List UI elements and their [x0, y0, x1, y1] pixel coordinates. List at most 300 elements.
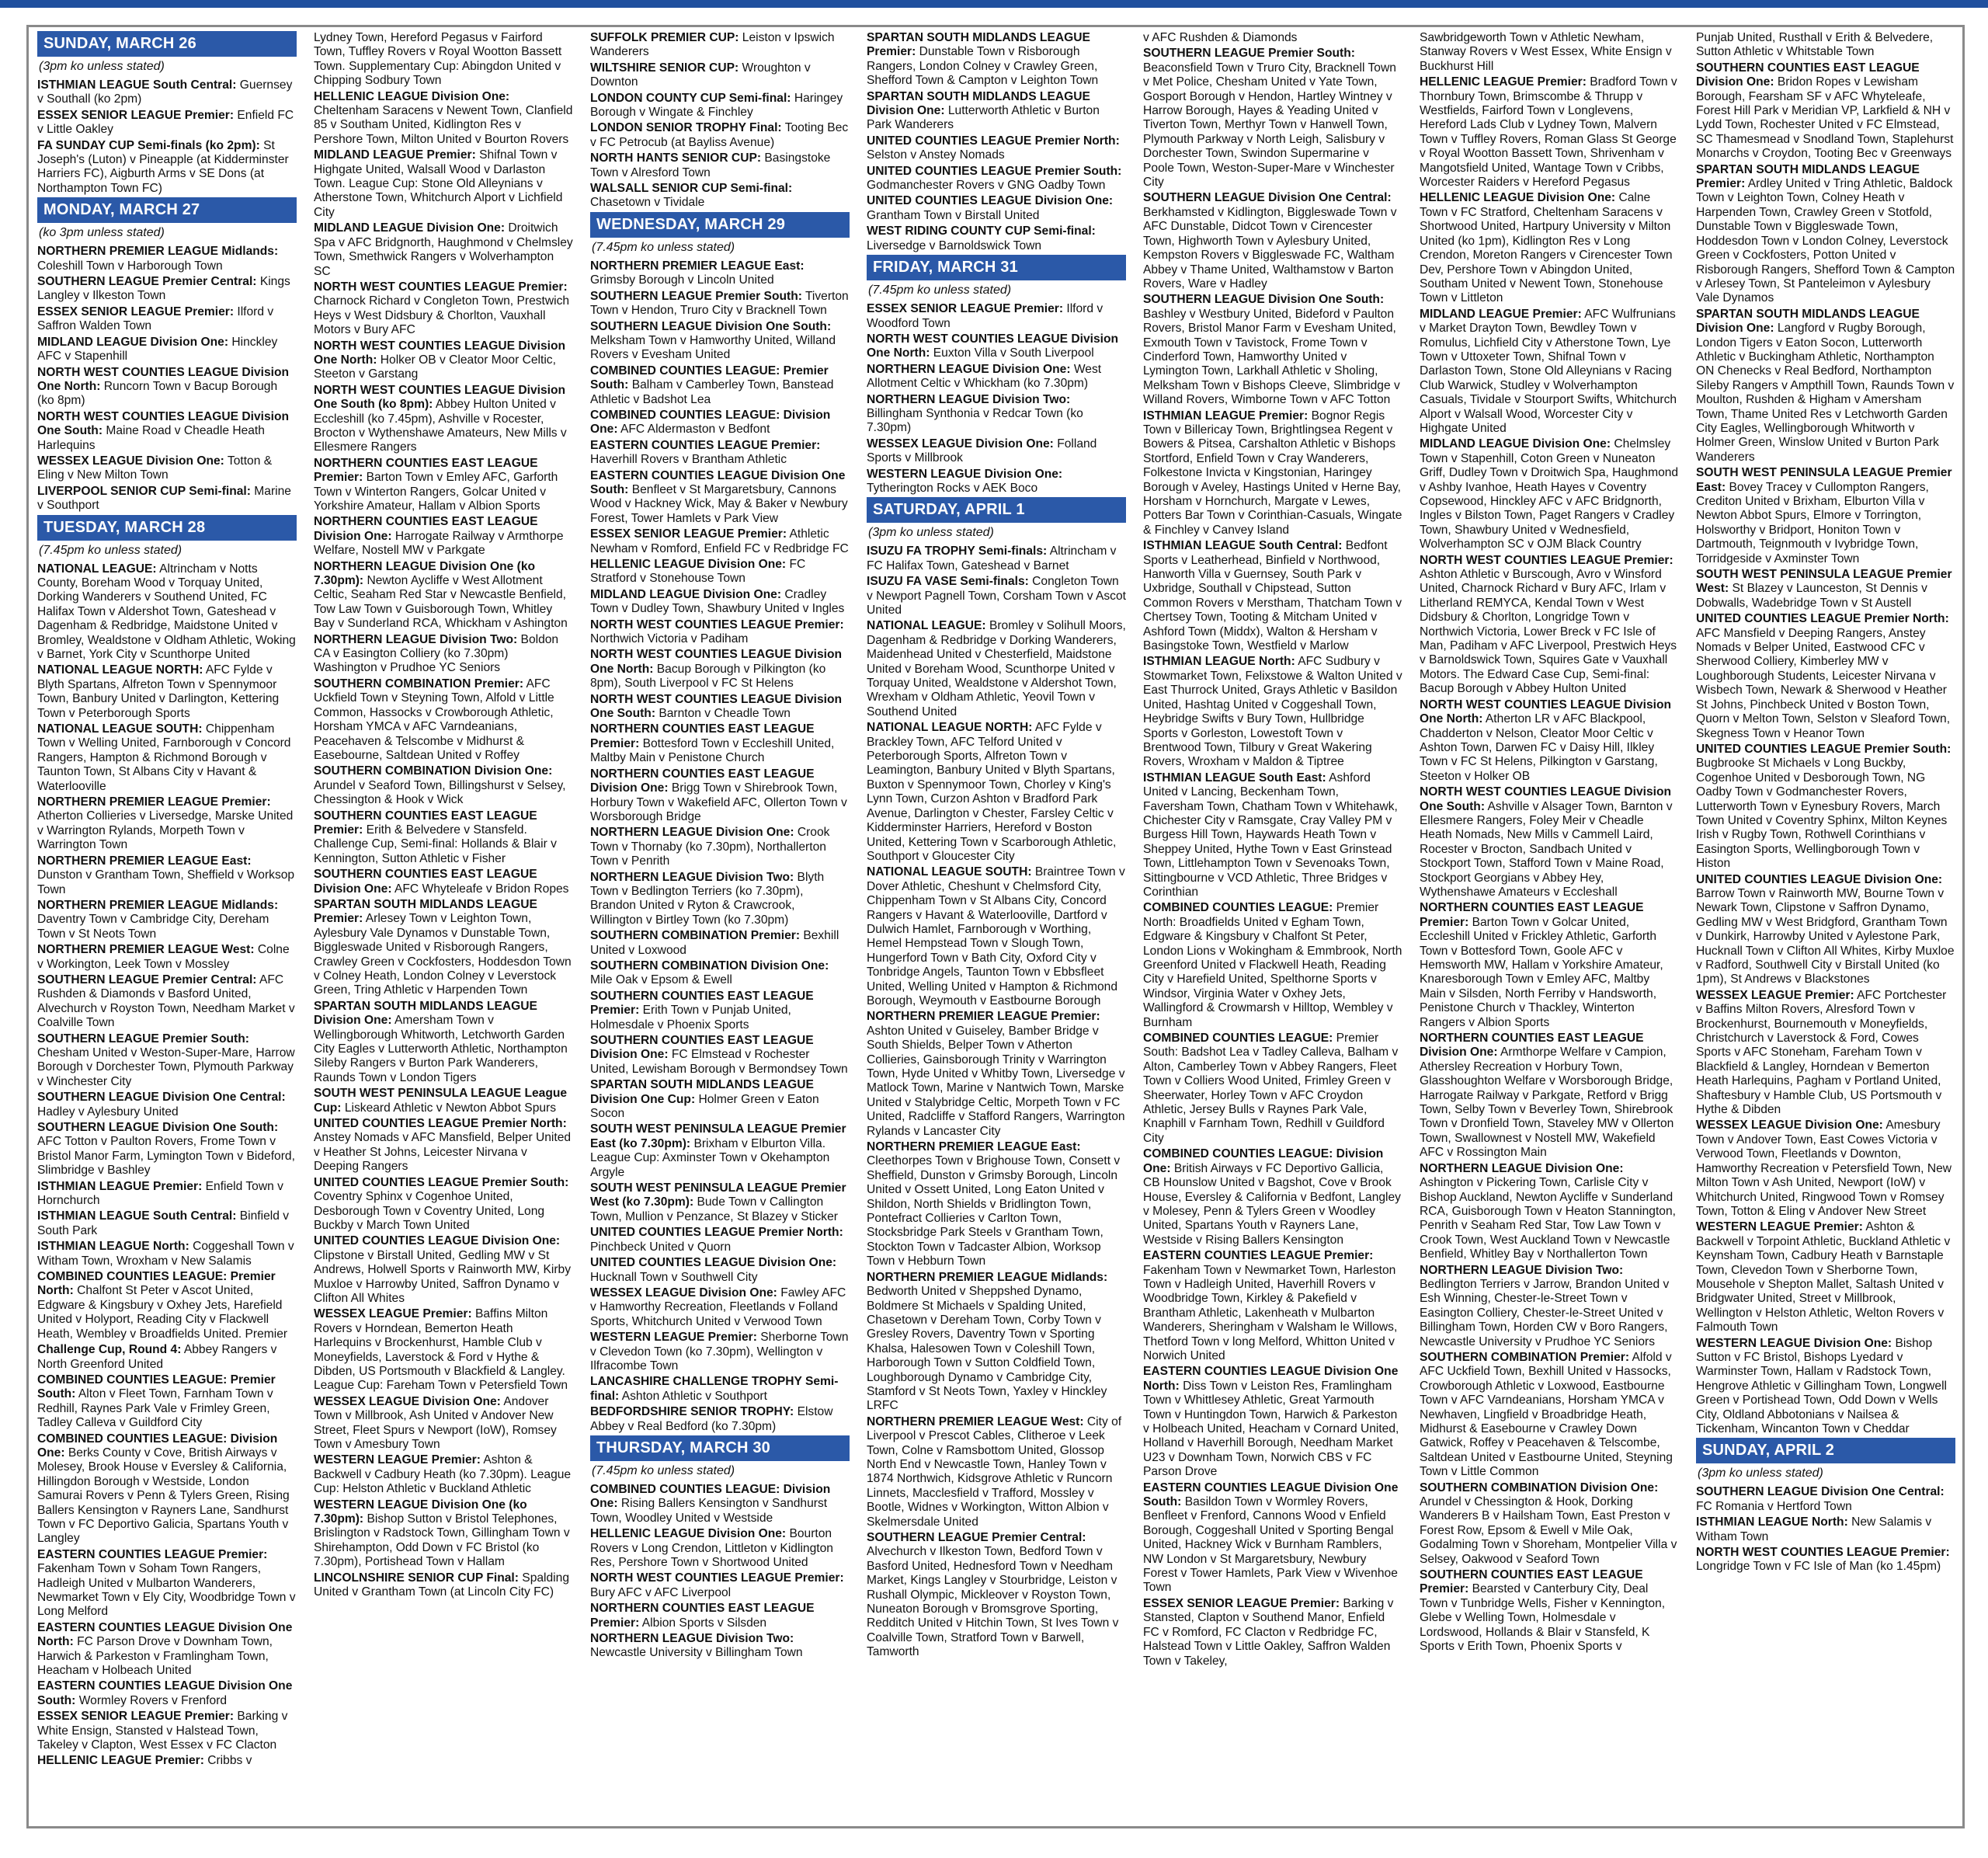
fixture-entry: [590, 929, 850, 958]
fixture-list: Basildon Town v Wormley Rovers, Benfleet v Frenford, Cannons Wood v Enfield Borough, Coggeshall United v Sporting Bengal United, Hackney Wick v Burnham Ramblers, NW London v St Margaretsbury, Newbury Forest v Tower Hamlets, Park View v Wivenhoe Town: [1143, 1495, 1398, 1595]
fixture-list: Barton Town v Emley AFC, Garforth Town v Winterton Rangers, Golcar United v Yorkshire Amateur, Hallam v Albion Sports: [314, 471, 558, 513]
fixture-list: Diss Town v Leiston Res, Framlingham Town v Whittlesey Athletic, Great Yarmouth Town v Huntingdon Town, Harwich & Parkeston v Holbeach United, Heacham v Cornard United, Holland v Haverhill Borough, Needham Market U23 v Downham Town, Norwich CBS v FC Parson Drove: [1143, 1379, 1399, 1479]
fixture-entry: [590, 31, 850, 60]
fixture-list: Rising Ballers Kensington v Sandhurst Town, Woodley United v Westside: [590, 1497, 828, 1525]
fixture-list: Altrincham v FC Halifax Town, Gateshead v Barnet: [867, 545, 1117, 572]
fixture-entry: [314, 809, 573, 867]
fixture-list: Totton & Eling v New Milton Town: [37, 454, 273, 482]
competition-name: NORTHERN LEAGUE Division One (ko 7.30pm):: [314, 559, 536, 588]
fixture-list: Bovey Tracey v Cullompton Rangers, Crediton United v Brixham, Elburton Villa v Newton Abbot Spurs, Elmore v Torrington, Holsworthy v Bridport, Honiton Town v Dartmouth, Teignmouth v Ivybridge Town, Torridgeside v Axminster Town: [1696, 480, 1929, 565]
competition-name: SOUTHERN COMBINATION Division One:: [590, 959, 829, 972]
competition-name: MIDLAND LEAGUE Premier:: [314, 148, 476, 162]
competition-name: WESSEX LEAGUE Division One:: [37, 454, 224, 468]
competition-name: NORTHERN PREMIER LEAGUE East:: [867, 1140, 1081, 1154]
fixture-entry: [1696, 873, 1955, 987]
competition-name: EASTERN COUNTIES LEAGUE Division One South:: [1143, 1480, 1399, 1509]
fixture-list: Grantham Town v Birstall United: [867, 208, 1040, 222]
fixture-entry: [314, 560, 573, 632]
competition-name: ISTHMIAN LEAGUE South East:: [1143, 771, 1326, 785]
competition-name: LIVERPOOL SENIOR CUP Semi-final:: [37, 484, 251, 498]
competition-name: LINCOLNSHIRE SENIOR CUP Final:: [314, 1571, 519, 1585]
fixture-list: Fakenham Town v Newmarket Town, Harleston Town v Hadleigh United, Haverhill Rovers v Woodbridge Town, Kirkley & Pakefield v Brantham Athletic, Lakenheath v Mulbarton Wanderers, Sheringham v Walsham le Willows, Thetford Town v long Melford, Whitton United v Norwich United: [1143, 1263, 1398, 1362]
fixture-entry: [1420, 554, 1679, 697]
fixture-list: AFC Uckfield Town v Steyning Town, Alfold v Little Common, Hassocks v Crowborough Athletic, Horsham YMCA v AFC Varndeanians, Peacehaven & Telscombe v Midhurst & Easebourne, Saltdean United v Roffey: [314, 677, 554, 762]
kickoff-note: (7.45pm ko unless stated): [592, 1463, 735, 1477]
fixture-entry: [37, 410, 297, 453]
competition-name: NORTH WEST COUNTIES LEAGUE Premier:: [314, 280, 568, 294]
fixture-list: Erith Town v Punjab United, Holmesdale v Phoenix Sports: [590, 1004, 791, 1032]
fixture-list: Berkhamsted v Kidlington, Biggleswade Town v AFC Dunstable, Didcot Town v Cirencester Town, Highworth Town v Aylesbury United, Kempston Rovers v Biggleswade FC, Waltham Abbey v Thame United, Walthamstow v Barton Rovers, Ware v Hadley: [1143, 205, 1397, 291]
competition-name: NORTHERN LEAGUE Division One:: [867, 362, 1071, 376]
fixture-entry: [590, 722, 850, 765]
fixture-entry: [867, 363, 1126, 391]
fixture-entry: [590, 558, 850, 586]
competition-name: FA SUNDAY CUP Semi-finals (ko 2pm):: [37, 138, 260, 152]
competition-name: UNITED COUNTIES LEAGUE Division One:: [314, 1234, 561, 1248]
fixture-list: Newcastle University v Billingham Town: [590, 1646, 803, 1660]
competition-name: EASTERN COUNTIES LEAGUE Division One North:: [37, 1620, 293, 1649]
fixture-entry: [590, 1286, 850, 1329]
fixture-entry: [590, 1483, 850, 1526]
competition-name: HELLENIC LEAGUE Premier:: [37, 1754, 204, 1768]
fixture-entry: [1143, 1147, 1402, 1247]
competition-name: NATIONAL LEAGUE NORTH:: [867, 721, 1033, 735]
fixture-entry: [1143, 293, 1402, 407]
fixture-entry: [37, 1432, 297, 1547]
fixture-entry: [314, 1176, 573, 1233]
fixture-entry: [1143, 655, 1402, 769]
fixture-entry: [590, 1078, 850, 1121]
fixture-list: Holker OB v Cleator Moor Celtic, Steeton v Garstang: [314, 353, 556, 381]
fixture-list: Langford v Rugby Borough, London Tigers v Eaton Socon, Lutterworth Athletic v Buckingham Athletic, Northampton ON Chenecks v Real Bedford, Northampton Sileby Rangers v Ampthill Town, Raunds Town v Moulton, Rushden & Higham v Amersham Town, Thame United Res v Letchworth Garden City Eagles, Wellingborough Whitworth v Holmer Green, Winslow United v Burton Park Wanderers: [1696, 322, 1955, 464]
fixture-list: Enfield FC v Little Oakley: [37, 108, 294, 137]
fixture-list: Amersham Town v Wellingborough Whitworth, Letchworth Garden City Eagles v Lutterworth Athletic, Northampton Sileby Rangers v Burton Park Wanderers, Raunds Town v London Tigers: [314, 1014, 568, 1084]
competition-name: SOUTH WEST PENINSULA LEAGUE Premier East:: [1696, 466, 1952, 494]
fixture-entry: [314, 457, 573, 514]
competition-name: WESTERN LEAGUE Premier:: [590, 1331, 757, 1345]
fixture-list: Hadley v Aylesbury United: [37, 1105, 179, 1119]
fixture-list: Bishop Sutton v Bristol Telephones, Brislington v Radstock Town, Gillingham Town v Shirehampton, Odd Down v FC Bristol (ko 7.30pm), Portishead Town v Hallam: [314, 1512, 570, 1569]
fixture-list: Braintree Town v Dover Athletic, Cheshunt v Chelmsford City, Chippenham Town v St Albans City, Concord Rangers v Havant & Waterlooville, Dartford v Dulwich Hamlet, Farnborough v Worthing, Hemel Hempstead Town v Slough Town, Hungerford Town v Bath City, Oxford City v Tonbridge Angels, Taunton Town v Ebbsfleet United, Welling United v Hampton & Richmond Borough, Weymouth v Eastbourne Borough: [867, 865, 1125, 1007]
fixture-list: Godmanchester Rovers v GNG Oadby Town: [867, 179, 1106, 193]
day-header: SUNDAY, APRIL 2: [1696, 1438, 1955, 1463]
fixture-entry: [867, 1271, 1126, 1414]
fixture-entry: [590, 648, 850, 691]
fixture-entry: [37, 663, 297, 721]
fixture-list: Barking v Stansted, Clapton v Southend Manor, Enfield FC v Romford, FC Clacton v Redbridge FC, Halstead Town v Little Oakley, Saffron Walden Town v Takeley,: [1143, 1596, 1394, 1668]
fixture-entry: [1420, 1264, 1679, 1349]
fixture-entry: [314, 898, 573, 998]
competition-name: WEST RIDING COUNTY CUP Semi-final:: [867, 224, 1096, 238]
fixture-list: Bugbrooke St Michaels v Long Buckby, Cogenhoe United v Desborough Town, NG Oadby Town v Godmanchester Rovers, Lutterworth Town v Eynesbury Rovers, March Town United v Coventry Sphinx, Milton Keynes Irish v Rugby Town, Rothwell Corinthians v Easington Sports, Wellingborough Town v Histon: [1696, 757, 1948, 871]
fixture-entry: [37, 973, 297, 1031]
competition-name: ISTHMIAN LEAGUE North:: [1696, 1515, 1848, 1529]
competition-name: NORTH WEST COUNTIES LEAGUE Premier:: [1420, 553, 1673, 567]
fixture-list: AFC Mansfield v Deeping Rangers, Anstey Nomads v Belper United, Eastwood CFC v Sherwood Colliery, Kimberley MW v Loughborough Students, Leicester Nirvana v Wisbech Town, Newark & Sherwood v Heather St Johns, Pinchbeck United v Boston Town, Quorn v Melton Town, Selston v Sleaford Town, Skegness Town v Heanor Town: [1696, 626, 1951, 740]
fixture-entry: [37, 1209, 297, 1238]
fixture-list: Chalfont St Peter v Ascot United, Edgware & Kingsbury v Oxhey Jets, Harefield United v Holyport, Reading City v Flackwell Heath, Wembley v Broadfields United. Premier: [37, 1284, 288, 1341]
competition-name: NORTH WEST COUNTIES LEAGUE Premier:: [590, 1571, 844, 1585]
fixture-entry: [37, 139, 297, 197]
fixture-list: v AFC Rushden & Diamonds: [1143, 31, 1298, 44]
competition-name: SOUTHERN COMBINATION Premier:: [314, 677, 524, 691]
fixture-entry: [37, 854, 297, 897]
fixture-list: Ashton Athletic v Southport: [619, 1389, 767, 1403]
fixture-list: Tiverton Town v Hendon, Truro City v Bracknell Town: [590, 289, 849, 318]
fixture-list: Ashton Athletic v Burscough, Avro v Winsford United, Charnock Richard v Bury AFC, Irlam v Litherland REMYCA, Kendal Town v West Didsbury & Chorlton, Longridge Town v Northwich Victoria, Lower Breck v FC Isle of Man, Padiham v AFC Liverpool, Prestwich Heys v Barnoldswick Town, Squires Gate v Vauxhall Motors. The Edward Case Cup, Semi-final: Bacup Borough v Abbey Hulton United: [1420, 568, 1677, 696]
competition-name: SOUTHERN COMBINATION Premier:: [590, 929, 801, 943]
competition-name: UNITED COUNTIES LEAGUE Premier South:: [867, 164, 1122, 178]
column-5: [1143, 31, 1402, 1821]
competition-name: NORTHERN PREMIER LEAGUE East:: [590, 259, 805, 273]
fixture-entry: [314, 280, 573, 338]
fixture-list: Baffins Milton Rovers v Horndean, Bemerton Heath Harlequins v Brockenhurst, Hamble Club v Moneyfields, Laverstock & Ford v Hythe & Dibden, US Portsmouth v Blackfield & Langley. League Cup: Fareham Town v Petersfield Town: [314, 1307, 568, 1393]
fixture-list: Binfield v South Park: [37, 1209, 290, 1237]
fixture-list: Alfold v AFC Uckfield Town, Bexhill United v Hassocks, Crowborough Athletic v Loxwood, Eastbourne Town v AFC Varndeanians, Horsham YMCA v Newhaven, Lingfield v Broadbridge Heath, Midhurst & Easebourne v Crawley Down Gatwick, Roffey v Peacehaven & Telscombe, Saltdean United v Eastbourne United, Steyning Town v Little Common: [1420, 1350, 1673, 1479]
competition-name: NORTH WEST COUNTIES LEAGUE Division One South:: [590, 692, 843, 721]
competition-name: WESSEX LEAGUE Premier:: [1696, 988, 1854, 1002]
competition-name: WESTERN LEAGUE Premier:: [314, 1453, 481, 1467]
fixture-list: Atherton LR v AFC Blackpool, Chadderton v Nelson, Cleator Moor Celtic v Ashton Town, Darwen FC v Daisy Hill, Ilkley Town v FC St Helens, Pilkington v Garstang, Steeton v Holker OB: [1420, 712, 1658, 783]
competition-name: HELLENIC LEAGUE Premier:: [1420, 75, 1587, 89]
competition-name: COMBINED COUNTIES LEAGUE: Division One:: [37, 1432, 278, 1460]
competition-name: SOUTHERN COUNTIES EAST LEAGUE Division One:: [314, 868, 537, 896]
fixture-list: Bacup Borough v Pilkington (ko 8pm), South Liverpool v FC St Helens: [590, 662, 826, 691]
competition-name: COMBINED COUNTIES LEAGUE: Premier North:: [37, 1270, 276, 1298]
fixture-entry: [867, 165, 1126, 193]
fixture-entry: [1420, 698, 1679, 784]
competition-name: HELLENIC LEAGUE Division One:: [590, 1527, 787, 1541]
fixture-entry: [37, 454, 297, 483]
fixture-list: Blyth Town v Bedlington Terriers (ko 7.30pm), Brandon United v Ryton & Crawcrook, Willington v Birtley Town (ko 7.30pm): [590, 870, 825, 927]
competition-name: BEDFORDSHIRE SENIOR TROPHY:: [590, 1405, 794, 1419]
fixture-list: St Joseph's (Luton) v Pineapple (at Kidderminster Harriers FC), Aigburth Arms v SE Dons (at Northampton Town FC): [37, 138, 289, 195]
competition-name: SOUTHERN COUNTIES EAST LEAGUE Premier:: [314, 809, 537, 837]
competition-name: LONDON COUNTY CUP Semi-final:: [590, 91, 791, 105]
competition-name: UNITED COUNTIES LEAGUE Premier South:: [1696, 742, 1952, 756]
competition-name: ESSEX SENIOR LEAGUE Premier:: [1143, 1596, 1340, 1610]
fixture-list: Berks County v Cove, British Airways v Molesey, Brook House v Eversley & California, Hillingdon Borough v Westside, London Samurai Rovers v Penn & Tylers Green, Rising Ballers Kensington v Rayners Lane, Sandhurst Town v FC Deportivo Galicia, Spartans Youth v Langley: [37, 1446, 290, 1546]
fixture-list: Ardley United v Tring Athletic, Baldock Town v Leighton Town, Colney Heath v Harpenden Town, Crawley Green v Stotfold, Dunstable Town v Biggleswade Town, Hoddesdon Town v London Colney, Leverstock Green v Cockfosters, Potton United v Risborough Rangers, Shefford Town & Campton v Arlesey Town, St Panteleimon v Aylesbury Vale Dynamos: [1696, 177, 1955, 305]
fixture-list: Chasetown v Tividale: [590, 196, 705, 210]
fixture-entry: [590, 871, 850, 928]
fixture-list: Bedlington Terriers v Jarrow, Brandon United v Esh Winning, Chester-le-Street Town v Easington Colliery, Chester-le-Street United v Billingham Town, Horden CW v Boro Rangers, Newcastle University v Prudhoe YC Seniors: [1420, 1277, 1670, 1348]
competition-name: MIDLAND LEAGUE Premier:: [1420, 307, 1582, 321]
fixture-list: FC Elmstead v Rochester United, Lewisham Borough v Bermondsey Town: [590, 1048, 848, 1076]
fixture-list: Beaconsfield Town v Truro City, Bracknell Town v Met Police, Chesham United v Yate Town, Gosport Borough v Hendon, Hartley Wintney v Harrow Borough, Hayes & Yeading United v Tiverton Town, Merthyr Town v Hanwell Town, Plymouth Parkway v North Leigh, Salisbury v Dorchester Town, Swindon Supermarine v Poole Town, Weston-Super-Mare v Winchester City: [1143, 61, 1396, 190]
fixture-list: Punjab United, Rusthall v Erith & Belvedere, Sutton Athletic v Whitstable Town: [1696, 31, 1934, 59]
competition-name: SOUTHERN LEAGUE Division One Central:: [37, 1091, 286, 1105]
fixture-entry: [1696, 308, 1955, 464]
fixture-list: Folland Sports v Millbrook: [867, 437, 1097, 465]
fixture-entry: [37, 1121, 297, 1178]
fixture-list: AFC Fylde v Brackley Town, AFC Telford United v Peterborough Sports, Alfreton Town v Leamington, Banbury United v Blyth Spartans, Buxton v Spennymoor Town, Chorley v King's Lynn Town, Curzon Ashton v Bradford Park Avenue, Darlington v Chester, Farsley Celtic v Kidderminster Harriers, Hereford v Boston United, Kettering Town v Scarborough Athletic, Southport v Gloucester City: [867, 721, 1117, 863]
competition-name: MIDLAND LEAGUE Division One:: [37, 335, 229, 349]
fixture-entry: [590, 1181, 850, 1224]
fixture-entry: [1696, 466, 1955, 566]
competition-name: UNITED COUNTIES LEAGUE Premier North:: [1696, 612, 1949, 626]
fixture-entry: [37, 1548, 297, 1620]
competition-name: COMBINED COUNTIES LEAGUE: Division One:: [1143, 1147, 1384, 1175]
fixture-entry: [314, 1453, 573, 1496]
fixture-list: Basingstoke Town v Alresford Town: [590, 151, 831, 179]
fixture-entry: [37, 1679, 297, 1708]
fixture-list: Anstey Nomads v AFC Mansfield, Belper United v Heather St Johns, Leicester Nirvana v Deeping Rangers: [314, 1131, 572, 1174]
competition-name: ISTHMIAN LEAGUE South Central:: [37, 78, 237, 92]
competition-name: NORTHERN PREMIER LEAGUE Premier:: [867, 1010, 1100, 1024]
competition-name: NATIONAL LEAGUE SOUTH:: [37, 722, 203, 736]
fixture-list: AFC Portchester v Baffins Milton Rovers, Alresford Town v Brockenhurst, Bournemouth v Moneyfields, Christchurch v Laverstock & Ford, Cowes Sports v AFC Stoneham, Fareham Town v Blackfield & Langley, Horndean v Bemerton Heath Harlequins, Pagham v Portland United, Shaftesbury v Hamble Club, US Portsmouth v Hythe & Dibden: [1696, 988, 1947, 1117]
fixture-list: Maine Road v Cheadle Heath Harlequins: [37, 424, 265, 452]
competition-name: UNITED COUNTIES LEAGUE Premier North:: [314, 1117, 567, 1131]
day-header: MONDAY, MARCH 27: [37, 197, 297, 223]
column-6: [1420, 31, 1679, 1821]
fixture-entry: [590, 61, 850, 90]
fixture-entry: [590, 527, 850, 556]
competition-name: SPARTAN SOUTH MIDLANDS LEAGUE Division One:: [867, 89, 1090, 118]
fixture-entry: [314, 764, 573, 807]
fixture-list: Runcorn Town v Bacup Borough (ko 8pm): [37, 379, 278, 408]
fixture-entry: [314, 221, 573, 279]
fixture-entry: [37, 899, 297, 941]
competition-name: WESSEX LEAGUE Premier:: [314, 1307, 472, 1321]
competition-name: UNITED COUNTIES LEAGUE Premier South:: [314, 1175, 569, 1189]
day-header: FRIDAY, MARCH 31: [867, 255, 1126, 280]
competition-name: ISTHMIAN LEAGUE South Central:: [37, 1209, 237, 1223]
day-header: WEDNESDAY, MARCH 29: [590, 212, 850, 238]
fixture-entry: [1696, 1485, 1955, 1514]
fixture-list: FC Romania v Hertford Town: [1696, 1499, 1852, 1513]
competition-name: NORTHERN LEAGUE Division One:: [1420, 1161, 1624, 1175]
fixture-list: Guernsey v Southall (ko 2pm): [37, 78, 293, 106]
fixture-list: Bedfont Sports v Leatherhead, Binfield v Northwood, Hanworth Villa v Guernsey, South Park v Uxbridge, Southall v Chipstead, Sutton Common Rovers v Merstham, Thatcham Town v Chertsey Town, Tooting & Mitcham United v Ashford Town (Middx), Walton & Hersham v Basingstoke Town, Westfield v Marlow: [1143, 539, 1402, 653]
fixture-entry: [37, 109, 297, 137]
fixture-list: Holmer Green v Eaton Socon: [590, 1092, 819, 1121]
kickoff-note: (3pm ko unless stated): [868, 526, 994, 540]
fixture-list: Barton Town v Golcar United, Eccleshill United v Frickley Athletic, Garforth Town v Bottesford Town, Goole AFC v Hemsworth MW, Hallam v Yorkshire Amateur, Knaresborough Town v Emley AFC, Maltby Main v Silsden, North Ferriby v Handsworth, Penistone Church v Thackley, Winterton Rangers v Albion Sports: [1420, 915, 1663, 1029]
competition-name: NORTH WEST COUNTIES LEAGUE Division One North:: [314, 339, 566, 367]
fixture-entry: [314, 1307, 573, 1393]
fixtures-columns: [37, 31, 1955, 1821]
fixture-entry: [314, 677, 573, 763]
fixture-list: Lydney Town, Hereford Pegasus v Fairford Town, Tuffley Rovers v Royal Wootton Bassett Town. Supplementary Cup: Abingdon United v Chipping Sodbury Town: [314, 31, 562, 88]
competition-name: WESSEX LEAGUE Division One:: [314, 1394, 501, 1408]
competition-name: NORTHERN COUNTIES EAST LEAGUE Premier:: [590, 1602, 815, 1630]
fixture-entry: [867, 224, 1126, 253]
fixture-list: Balham v Camberley Town, Banstead Athletic v Badshot Lea: [590, 378, 834, 406]
competition-name: EASTERN COUNTIES LEAGUE Division One South:: [37, 1679, 293, 1707]
competition-name: NORTHERN PREMIER LEAGUE West:: [867, 1414, 1084, 1428]
fixture-entry: [1143, 1365, 1402, 1479]
fixture-list: AFC Sudbury v Stowmarket Town, Felixstowe & Walton United v East Thurrock United, Grays Athletic v Basildon United, Hashtag United v Coggeshall Town, Heybridge Swifts v Bury Town, Hullbridge Sports v Gorleston, Lowestoft Town v Brentwood Town, Tilbury v Great Wakering Rovers, Wroxham v Maldon & Tiptree: [1143, 655, 1402, 769]
fixture-list: Benfleet v St Margaretsbury, Cannons Wood v Hackney Wick, May & Baker v Newbury Forest, Tower Hamlets v Park View: [590, 482, 848, 525]
kickoff-note: (7.45pm ko unless stated): [592, 240, 735, 254]
fixture-entry: [590, 409, 850, 437]
fixture-list: Euxton Villa v South Liverpool: [930, 346, 1094, 360]
fixture-list: Ashington v Pickering Town, Carlisle City v Bishop Auckland, Newton Aycliffe v Sunderland RCA, Guisborough Town v Heaton Stannington, Penrith v Seaham Red Star, Tow Law Town v Crook Town, West Auckland Town v Newcastle Benfield, Whitley Bay v Northallerton Town: [1420, 1176, 1676, 1261]
competition-name: UNITED COUNTIES LEAGUE Premier North:: [590, 1226, 843, 1240]
fixture-list: Barnton v Cheadle Town: [655, 707, 791, 721]
fixture-entry: [37, 1270, 297, 1341]
competition-name: NORTHERN PREMIER LEAGUE East:: [37, 854, 252, 868]
competition-name: NORTHERN LEAGUE Division Two:: [1420, 1263, 1624, 1277]
kickoff-note: (3pm ko unless stated): [1698, 1467, 1823, 1480]
fixture-entry: [314, 339, 573, 382]
competition-name: EASTERN COUNTIES LEAGUE Premier:: [1143, 1249, 1374, 1263]
fixture-list: AFC Wulfrunians v Market Drayton Town, Bewdley Town v Romulus, Lichfield City v Atherstone Town, Lye Town v Uttoxeter Town, Shifnal Town v Darlaston Town, Stone Old Alleynians v Racing Club Warwick, Studley v Wolverhampton Casuals, Tividale v Stourport Swifts, Whitchurch Alport v Walsall Wood, Worcester City v Highgate United: [1420, 307, 1677, 435]
fixture-list: Ilford v Saffron Walden Town: [37, 304, 274, 333]
fixture-list: Athletic Newham v Romford, Enfield FC v Redbridge FC: [590, 527, 849, 555]
fixture-entry: [37, 722, 297, 794]
fixture-entry: [590, 320, 850, 363]
fixture-entry: [590, 364, 850, 407]
competition-name: NORTHERN PREMIER LEAGUE West:: [37, 943, 255, 957]
fixture-entry: [1420, 1568, 1679, 1654]
competition-name: SOUTHERN LEAGUE Premier Central:: [37, 275, 257, 289]
fixture-list: Coventry Sphinx v Cogenhoe United, Desborough Town v Coventry United, Long Buckby v March Town United: [314, 1190, 545, 1232]
fixture-entry: [867, 194, 1126, 223]
fixture-entry: [37, 485, 297, 513]
competition-name: NORTHERN PREMIER LEAGUE Midlands:: [37, 898, 279, 912]
competition-name: SOUTHERN COMBINATION Division One:: [314, 764, 553, 778]
fixture-list: Tooting Bec v FC Petrocub (at Bayliss Avenue): [590, 121, 849, 149]
competition-name: NORTH WEST COUNTIES LEAGUE Division One South (ko 8pm):: [314, 383, 566, 412]
fixture-entry: [1420, 191, 1679, 305]
fixture-list: Chippenham Town v Welling United, Farnborough v Concord Rangers, Hampton & Richmond Borough v Taunton Town, St Albans City v Havant & Waterlooville: [37, 722, 291, 793]
fixture-list: Mile Oak v Epsom & Ewell: [590, 973, 732, 987]
fixture-list: Melksham Town v Hamworthy United, Willand Rovers v Evesham United: [590, 333, 836, 362]
fixture-list: Arundel v Chessington & Hook, Dorking Wanderers B v Hailsham Town, East Preston v Forest Row, Epsom & Ewell v Mile Oak, Godalming Town v Shoreham, Montpelier Villa v Selsey, Oakwood v Seaford Town: [1420, 1495, 1677, 1566]
fixture-list: Fawley AFC v Hamworthy Recreation, Fleetlands v Folland Sports, Whitchurch United v Verwood Town: [590, 1286, 846, 1328]
competition-name: SPARTAN SOUTH MIDLANDS LEAGUE Premier:: [1696, 162, 1920, 191]
fixture-list: Coggeshall Town v Witham Town, Wroxham v New Salamis: [37, 1240, 294, 1268]
fixture-list: Arundel v Seaford Town, Billingshurst v Selsey, Chessington & Hook v Wick: [314, 778, 566, 807]
fixture-entry: [1420, 31, 1679, 74]
fixture-entry: [1420, 1481, 1679, 1567]
fixture-entry: [1420, 437, 1679, 551]
competition-name: EASTERN COUNTIES LEAGUE Premier:: [590, 438, 821, 452]
fixture-list: Albion Sports v Silsden: [639, 1616, 767, 1630]
competition-name: NORTHERN COUNTIES EAST LEAGUE Premier:: [1420, 901, 1644, 929]
fixture-entry: [1420, 1032, 1679, 1160]
fixture-entry: [1696, 612, 1955, 741]
competition-name: SOUTHERN LEAGUE Premier South:: [1143, 47, 1355, 61]
fixture-entry: [867, 393, 1126, 436]
fixture-entry: [314, 31, 573, 89]
fixture-list: Colne v Workington, Leek Town v Mossley: [37, 943, 290, 971]
column-3: [590, 31, 850, 1821]
fixture-list: Barrow Town v Rainworth MW, Bourne Town v Newark Town, Clipstone v Saffron Dynamo, Gedling MW v West Bridgford, Grantham Town v Dunkirk, Harrowby United v Aylestone Park, Hucknall Town v Clifton All Whites, Kirby Muxloe v Radford, Southwell City v Birstall United (ko 1pm), St Andrews v Blackstones: [1696, 886, 1955, 986]
fixture-entry: [867, 90, 1126, 133]
fixture-entry: [590, 1571, 850, 1600]
fixture-entry: [1143, 409, 1402, 538]
fixture-entry: [1420, 75, 1679, 190]
competition-name: ESSEX SENIOR LEAGUE Premier:: [37, 108, 235, 122]
competition-name: NORTHERN PREMIER LEAGUE Midlands:: [37, 245, 279, 259]
fixture-entry: [590, 439, 850, 468]
fixture-entry: [1143, 771, 1402, 900]
fixture-list: Fakenham Town v Soham Town Rangers, Hadleigh United v Mulbarton Wanderers, Newmarket Town v Ely City, Woodbridge Town v Long Melford: [37, 1562, 296, 1619]
fixture-entry: [590, 151, 850, 180]
fixture-list: Abbey Rangers v North Greenford United: [37, 1343, 277, 1371]
fixture-entry: [590, 1122, 850, 1180]
fixture-entry: [590, 959, 850, 988]
fixture-entry: [867, 134, 1126, 163]
fixture-entry: [314, 1498, 573, 1570]
fixture-list: Bishop Sutton v FC Bristol, Bishops Lyedard v Warminster Town, Hallam v Radstock Town, Hengrove Athletic v Gillingham Town, Longwell Green v Portishead Town, Odd Down v Wells City, Oldland Abbotonians v Nailsea & Tickenham, Wincanton Town v Cheddar: [1696, 1336, 1948, 1435]
kickoff-note: (3pm ko unless stated): [39, 60, 165, 73]
fixture-list: Amesbury Town v Andover Town, East Cowes Victoria v Verwood Town, Fleetlands v Downton, Hamworthy Recreation v Petersfield Town, New Milton Town v Ash United, Newport (IoW) v Whitchurch United, Ringwood Town v Romsey Town, Totton & Eling v Andover New Street: [1696, 1119, 1952, 1218]
fixture-entry: [867, 545, 1126, 573]
competition-name: COMBINED COUNTIES LEAGUE: Premier South:: [590, 364, 829, 392]
competition-name: SOUTHERN LEAGUE Premier South:: [37, 1032, 249, 1046]
fixture-list: Bridon Ropes v Lewisham Borough, Fearsham SF v AFC Whyteleafe, Forest Hill Park v Meridian VP, Larkfield & NH v Lydd Town, Rochester United v FC Elmstead, SC Thamesmead v Snodland Town, Staplehurst Monarchs v Croydon, Tooting Bec v Greenways: [1696, 75, 1954, 161]
fixture-list: Cheltenham Saracens v Newent Town, Clanfield 85 v Southam United, Kidlington Res v Pershore Town, Milton United v Bourton Rovers: [314, 104, 573, 146]
fixture-list: Wormley Rovers v Frenford: [75, 1693, 228, 1707]
fixture-list: Leiston v Ipswich Wanderers: [590, 31, 835, 59]
competition-name: SOUTHERN LEAGUE Division One South:: [1143, 293, 1385, 307]
fixture-list: Alvechurch v Ilkeston Town, Bedford Town v Basford United, Hednesford Town v Needham Market, Kings Langley v Stourbridge, Leiston v Rushall Olympic, Mickleover v Royston Town, Nuneaton Borough v Bromsgrove Sporting, Redditch United v Hitchin Town, St Ives Town v Coalville Town, Stratford Town v Barwell, Tamworth: [867, 1545, 1119, 1659]
fixture-list: Erith & Belvedere v Stansfeld. Challenge Cup, Semi-final: Hollands & Blair v Kennington, Sutton Athletic v Fisher: [314, 823, 557, 865]
fixture-list: Brigg Town v Shirebrook Town, Horbury Town v Wakefield AFC, Ollerton Town v Worsborough Bridge: [590, 781, 847, 823]
fixture-list: Bromley v Solihull Moors, Dagenham & Redbridge v Dorking Wanderers, Maidenhead United v Chesterfield, Maidstone United v Boreham Wood, Scunthorpe United v Torquay United, Wealdstone v Aldershot Town, Wrexham v Oldham Athletic, Yeovil Town v Southend United: [867, 619, 1126, 718]
competition-name: EASTERN COUNTIES LEAGUE Premier:: [37, 1547, 268, 1561]
fixture-entry: [1420, 308, 1679, 437]
fixture-entry: [590, 618, 850, 647]
competition-name: SPARTAN SOUTH MIDLANDS LEAGUE Premier:: [867, 31, 1090, 59]
fixture-entry: [590, 1226, 850, 1254]
competition-name: SOUTH WEST PENINSULA LEAGUE Premier West:: [1696, 568, 1952, 596]
competition-name: ESSEX SENIOR LEAGUE Premier:: [867, 302, 1064, 316]
fixture-list: Hinckley AFC v Stapenhill: [37, 335, 278, 364]
fixture-entry: [867, 619, 1126, 719]
fixture-entry: [1420, 785, 1679, 899]
fixture-list: City of Liverpool v Prescot Cables, Clitheroe v Leek Town, Colne v Ramsbottom United, Glossop North End v Newcastle Town, Hanley Town v 1874 Northwich, Kidsgrove Athletic v Runcorn Linnets, Macclesfield v Trafford, Mossley v Bootle, Widnes v Workington, Witton Albion v Skelmersdale United: [867, 1414, 1122, 1529]
fixture-entry: [1696, 61, 1955, 162]
competition-name: NORTHERN COUNTIES EAST LEAGUE Premier:: [590, 722, 815, 750]
competition-name: HELLENIC LEAGUE Division One:: [590, 558, 787, 571]
competition-name: NORTH WEST COUNTIES LEAGUE Division One South:: [37, 409, 290, 438]
fixture-entry: [590, 588, 850, 617]
fixture-list: Clipstone v Birstall United, Gedling MW v St Andrews, Holwell Sports v Rainworth MW, Kirby Muxloe v Harrowby United, Saffron Dynamo v Clifton All Whites: [314, 1248, 572, 1305]
column-4: [867, 31, 1126, 1821]
fixture-entry: [867, 1010, 1126, 1139]
fixture-entry: [1143, 901, 1402, 1030]
fixture-list: AFC Rushden & Diamonds v Basford United, Alvechurch v Royston Town, Needham Market v Coalville Town: [37, 972, 295, 1030]
competition-name: COMBINED COUNTIES LEAGUE:: [1143, 1032, 1333, 1046]
fixture-list: Enfield Town v Hornchurch: [37, 1179, 283, 1208]
competition-name: EASTERN COUNTIES LEAGUE Division One North:: [1143, 1365, 1399, 1393]
fixture-entry: [37, 78, 297, 107]
fixture-list: Hucknall Town v Southwell City: [590, 1270, 758, 1284]
fixture-entry: [1143, 1032, 1402, 1146]
fixture-entry: [1143, 1249, 1402, 1363]
fixture-list: Newton Aycliffe v West Allotment Celtic, Seaham Red Star v Newcastle Benfield, Tow Law Town v Guisborough Town, Whitley Bay v Sunderland RCA, Whickham v Ashington: [314, 574, 568, 631]
fixture-entry: [590, 290, 850, 318]
competition-name: WESSEX LEAGUE Division One:: [590, 1286, 777, 1300]
fixture-list: Billingham Synthonia v Redcar Town (ko 7.30pm): [867, 406, 1083, 435]
fixture-list: Liskeard Athletic v Newton Abbot Spurs: [341, 1101, 557, 1115]
competition-name: HELLENIC LEAGUE Division One:: [314, 89, 510, 103]
fixture-list: Abbey Hulton United v Eccleshill (ko 7.45pm), Ashville v Rocester, Brocton v Wythenshawe Amateurs, New Mills v Ellesmere Rangers: [314, 398, 567, 454]
competition-name: COMBINED COUNTIES LEAGUE: Premier South:: [37, 1373, 276, 1401]
fixture-entry: [590, 1034, 850, 1077]
top-banner-bar: [0, 0, 1988, 8]
fixture-entry: [590, 1527, 850, 1570]
competition-name: NATIONAL LEAGUE:: [867, 619, 986, 633]
competition-name: ISTHMIAN LEAGUE North:: [37, 1240, 189, 1254]
fixture-list: Bude Town v Callington Town, Mullion v Penzance, St Blazey v Sticker: [590, 1195, 838, 1223]
